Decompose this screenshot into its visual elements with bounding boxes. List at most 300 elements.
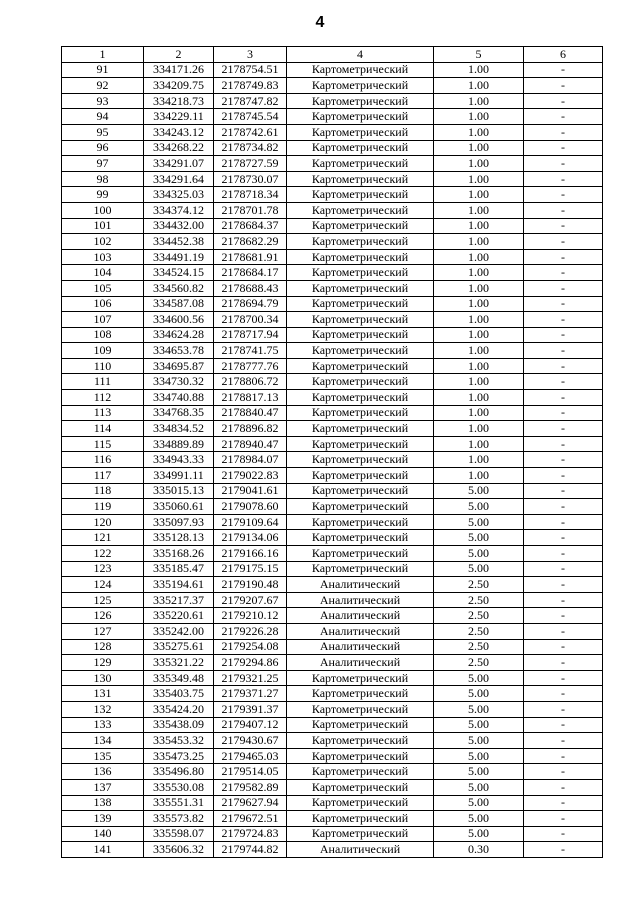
table-cell: 141 [62,842,144,858]
table-cell: - [524,514,603,530]
table-row [62,468,603,484]
table-row [62,312,603,328]
table-cell: Картометрический [287,78,434,94]
table-cell: 2179407.12 [214,717,287,733]
table-cell: Картометрический [287,405,434,421]
table-cell: 334209.75 [144,78,214,94]
table-cell: Аналитический [287,592,434,608]
table-cell: 112 [62,390,144,406]
table-cell: 133 [62,717,144,733]
table-cell: Картометрический [287,343,434,359]
table-cell: Картометрический [287,358,434,374]
table-cell: - [524,577,603,593]
table-cell: - [524,358,603,374]
table-cell: 2178700.34 [214,312,287,328]
table-cell: - [524,701,603,717]
table-cell: 2.50 [434,577,524,593]
table-row [62,171,603,187]
table-cell: 1.00 [434,234,524,250]
table-cell: Картометрический [287,62,434,78]
table-cell: 138 [62,795,144,811]
table-cell: 127 [62,623,144,639]
table-cell: - [524,78,603,94]
table-cell: 134 [62,733,144,749]
table-cell: - [524,468,603,484]
table-cell: 5.00 [434,811,524,827]
table-cell: 2178684.37 [214,218,287,234]
table-cell: 2179627.94 [214,795,287,811]
table-cell: 334768.35 [144,405,214,421]
table-row [62,546,603,562]
table-cell: 101 [62,218,144,234]
table-cell: 2179294.86 [214,655,287,671]
table-cell: Картометрический [287,93,434,109]
table-row [62,156,603,172]
table-cell: 5.00 [434,826,524,842]
table-cell: 1.00 [434,265,524,281]
table-row [62,202,603,218]
table-cell: 2178718.34 [214,187,287,203]
table-cell: 2179321.25 [214,670,287,686]
table-cell: Картометрический [287,374,434,390]
table-cell: 2179254.08 [214,639,287,655]
table-cell: 5.00 [434,546,524,562]
table-cell: - [524,109,603,125]
table-cell: 334291.64 [144,171,214,187]
table-cell: 335496.80 [144,764,214,780]
table-cell: - [524,312,603,328]
table-cell: 1.00 [434,124,524,140]
table-cell: 122 [62,546,144,562]
table-cell: 2.50 [434,655,524,671]
table-cell: 1.00 [434,218,524,234]
table-cell: Аналитический [287,655,434,671]
table-cell: 334653.78 [144,343,214,359]
table-cell: 334218.73 [144,93,214,109]
table-body [62,62,603,857]
table-cell: 1.00 [434,140,524,156]
table-cell: 334491.19 [144,249,214,265]
table-cell: 335453.32 [144,733,214,749]
table-cell: - [524,826,603,842]
table-row [62,733,603,749]
table-cell: 5.00 [434,530,524,546]
table-cell: 335015.13 [144,483,214,499]
table-cell: 334524.15 [144,265,214,281]
table-cell: 2179022.83 [214,468,287,484]
table-cell: 1.00 [434,156,524,172]
table-cell: 128 [62,639,144,655]
table-cell: 110 [62,358,144,374]
table-cell: 5.00 [434,764,524,780]
table-header [62,47,603,63]
table-cell: - [524,327,603,343]
table-cell: 2178741.75 [214,343,287,359]
table-cell: 2179582.89 [214,779,287,795]
table-cell: Картометрический [287,686,434,702]
table-cell: Картометрический [287,327,434,343]
page-number: 4 [315,14,325,31]
table-cell: 2178688.43 [214,280,287,296]
table-cell: 334695.87 [144,358,214,374]
table-cell: - [524,265,603,281]
table-cell: - [524,421,603,437]
table-cell: - [524,842,603,858]
table-cell: Картометрический [287,265,434,281]
table-row [62,811,603,827]
table-cell: 108 [62,327,144,343]
table-row [62,483,603,499]
table-cell: 335242.00 [144,623,214,639]
table-cell: 106 [62,296,144,312]
table-cell: - [524,156,603,172]
table-cell: - [524,561,603,577]
table-cell: 335473.25 [144,748,214,764]
table-cell: 100 [62,202,144,218]
table-cell: 116 [62,452,144,468]
table-cell: - [524,795,603,811]
table-cell: 2.50 [434,608,524,624]
table-cell: 5.00 [434,499,524,515]
table-cell: - [524,234,603,250]
table-cell: Картометрический [287,779,434,795]
table-cell: 334560.82 [144,280,214,296]
table-cell: Картометрический [287,280,434,296]
table-cell: 2178896.82 [214,421,287,437]
table-cell: Картометрический [287,733,434,749]
table-cell: - [524,779,603,795]
table-row [62,670,603,686]
coordinates-table [61,46,603,858]
table-row [62,686,603,702]
table-cell: 102 [62,234,144,250]
table-cell: Картометрический [287,748,434,764]
table-cell: 335060.61 [144,499,214,515]
table-cell: 103 [62,249,144,265]
table-cell: - [524,623,603,639]
table-row [62,717,603,733]
table-cell: 335598.07 [144,826,214,842]
table-row [62,826,603,842]
table-cell: - [524,343,603,359]
table-cell: 117 [62,468,144,484]
table-row [62,577,603,593]
table-cell: 96 [62,140,144,156]
table-cell: Картометрический [287,296,434,312]
table-cell: 335606.32 [144,842,214,858]
table-cell: 2178777.76 [214,358,287,374]
table-cell: 2178727.59 [214,156,287,172]
table-cell: 91 [62,62,144,78]
table-cell: 119 [62,499,144,515]
table-cell: 1.00 [434,280,524,296]
header-cell: 5 [434,47,524,63]
table-cell: 334229.11 [144,109,214,125]
table-cell: 2179109.64 [214,514,287,530]
table-cell: - [524,499,603,515]
table-cell: 120 [62,514,144,530]
table-cell: - [524,187,603,203]
table-cell: Картометрический [287,390,434,406]
table-cell: 93 [62,93,144,109]
table-cell: 1.00 [434,421,524,437]
table-cell: 2178742.61 [214,124,287,140]
table-cell: 2.50 [434,623,524,639]
table-cell: Картометрический [287,499,434,515]
table-row [62,124,603,140]
table-cell: 5.00 [434,701,524,717]
table-cell: 98 [62,171,144,187]
table-cell: - [524,218,603,234]
table-cell: - [524,764,603,780]
table-cell: 335424.20 [144,701,214,717]
table-cell: - [524,202,603,218]
table-cell: 118 [62,483,144,499]
header-cell: 6 [524,47,603,63]
table-cell: 1.00 [434,296,524,312]
table-cell: 2179175.15 [214,561,287,577]
table-cell: - [524,530,603,546]
table-cell: 2178806.72 [214,374,287,390]
table-cell: 1.00 [434,468,524,484]
table-cell: 2179166.16 [214,546,287,562]
table-cell: 2178749.83 [214,78,287,94]
table-cell: 334374.12 [144,202,214,218]
table-cell: - [524,686,603,702]
table-row [62,390,603,406]
table-row [62,530,603,546]
table-cell: Картометрический [287,483,434,499]
table-cell: Картометрический [287,249,434,265]
table-cell: 1.00 [434,358,524,374]
table-row [62,639,603,655]
table-row [62,93,603,109]
table-cell: 2179210.12 [214,608,287,624]
table-cell: 1.00 [434,62,524,78]
table-cell: 2179226.28 [214,623,287,639]
table-cell: 335349.48 [144,670,214,686]
table-row [62,358,603,374]
table-cell: Картометрический [287,514,434,530]
table-cell: 1.00 [434,343,524,359]
table-cell: Аналитический [287,639,434,655]
table-cell: 129 [62,655,144,671]
header-cell: 1 [62,47,144,63]
table-cell: 2178745.54 [214,109,287,125]
table-cell: 334268.22 [144,140,214,156]
table-cell: 334730.32 [144,374,214,390]
table-cell: 114 [62,421,144,437]
table-row [62,779,603,795]
table-cell: 335530.08 [144,779,214,795]
table-cell: - [524,655,603,671]
table-cell: - [524,483,603,499]
table-row [62,374,603,390]
table-cell: Картометрический [287,234,434,250]
table-cell: Картометрический [287,202,434,218]
table-cell: Картометрический [287,421,434,437]
table-cell: 105 [62,280,144,296]
table-cell: 2178817.13 [214,390,287,406]
table-row [62,499,603,515]
table-cell: 104 [62,265,144,281]
header-cell: 4 [287,47,434,63]
table-row [62,249,603,265]
table-cell: 334991.11 [144,468,214,484]
table-cell: 2178734.82 [214,140,287,156]
table-cell: 334243.12 [144,124,214,140]
table-cell: 99 [62,187,144,203]
table-cell: 2179672.51 [214,811,287,827]
table-cell: 130 [62,670,144,686]
table-row [62,218,603,234]
table-cell: 1.00 [434,249,524,265]
table-cell: 2179465.03 [214,748,287,764]
table-cell: 2178840.47 [214,405,287,421]
table-cell: Аналитический [287,577,434,593]
table-cell: - [524,608,603,624]
table-cell: 1.00 [434,374,524,390]
header-cell: 3 [214,47,287,63]
table-cell: 132 [62,701,144,717]
table-cell: 5.00 [434,748,524,764]
table-row [62,623,603,639]
table-cell: 2179371.27 [214,686,287,702]
table-row [62,280,603,296]
table-cell: 131 [62,686,144,702]
table-cell: 5.00 [434,717,524,733]
table-cell: 1.00 [434,312,524,328]
table-cell: 334834.52 [144,421,214,437]
table-cell: 335551.31 [144,795,214,811]
table-cell: 113 [62,405,144,421]
table-cell: - [524,140,603,156]
table-cell: 2178984.07 [214,452,287,468]
table-cell: 2178747.82 [214,93,287,109]
table-cell: 125 [62,592,144,608]
table-row [62,234,603,250]
table-cell: 136 [62,764,144,780]
table-cell: 335321.22 [144,655,214,671]
table-row [62,452,603,468]
table-row [62,592,603,608]
table-row [62,561,603,577]
table-cell: Картометрический [287,546,434,562]
table-cell: 2179134.06 [214,530,287,546]
table-cell: 2178682.29 [214,234,287,250]
table-cell: 335403.75 [144,686,214,702]
table-cell: 335220.61 [144,608,214,624]
table-cell: 335128.13 [144,530,214,546]
table-cell: 2179514.05 [214,764,287,780]
table-cell: 0.30 [434,842,524,858]
table-cell: 1.00 [434,78,524,94]
table-cell: - [524,436,603,452]
table-cell: 97 [62,156,144,172]
table-cell: - [524,670,603,686]
table-cell: 2179207.67 [214,592,287,608]
table-cell: - [524,717,603,733]
table-cell: Картометрический [287,156,434,172]
table-row [62,78,603,94]
table-cell: - [524,296,603,312]
table-cell: 115 [62,436,144,452]
table-cell: - [524,733,603,749]
table-row [62,265,603,281]
table-cell: 5.00 [434,561,524,577]
table-cell: Картометрический [287,811,434,827]
table-cell: 2179078.60 [214,499,287,515]
table-cell: - [524,592,603,608]
table-row [62,109,603,125]
table-row [62,701,603,717]
table-cell: 335185.47 [144,561,214,577]
table-row [62,421,603,437]
table-cell: 2179744.82 [214,842,287,858]
table-cell: 5.00 [434,483,524,499]
table-cell: Картометрический [287,561,434,577]
table-cell: Картометрический [287,764,434,780]
table-cell: Картометрический [287,109,434,125]
table-cell: - [524,390,603,406]
table-cell: 1.00 [434,93,524,109]
table-row [62,764,603,780]
table-cell: Картометрический [287,717,434,733]
table-cell: Картометрический [287,436,434,452]
table-cell: 334291.07 [144,156,214,172]
table-cell: 2179724.83 [214,826,287,842]
table-cell: 335168.26 [144,546,214,562]
table-cell: - [524,93,603,109]
table-cell: Картометрический [287,140,434,156]
table-cell: 5.00 [434,670,524,686]
table-cell: 2178701.78 [214,202,287,218]
table-cell: 334452.38 [144,234,214,250]
table-cell: Картометрический [287,452,434,468]
table-cell: - [524,124,603,140]
table-cell: 335217.37 [144,592,214,608]
table-cell: 1.00 [434,109,524,125]
table-cell: 109 [62,343,144,359]
table-row [62,436,603,452]
table-cell: 121 [62,530,144,546]
table-cell: 5.00 [434,733,524,749]
table-cell: 95 [62,124,144,140]
table-cell: 334171.26 [144,62,214,78]
table-cell: 2178730.07 [214,171,287,187]
table-cell: 5.00 [434,514,524,530]
table-cell: 1.00 [434,436,524,452]
table-cell: Картометрический [287,218,434,234]
table-cell: 139 [62,811,144,827]
table-row [62,327,603,343]
table-cell: - [524,374,603,390]
table-cell: - [524,748,603,764]
table-row [62,748,603,764]
table-row [62,187,603,203]
table-row [62,608,603,624]
table-cell: 334587.08 [144,296,214,312]
table-cell: 2.50 [434,639,524,655]
table-cell: 140 [62,826,144,842]
table-cell: 137 [62,779,144,795]
table-cell: 1.00 [434,187,524,203]
table-cell: 334889.89 [144,436,214,452]
table-cell: 1.00 [434,390,524,406]
table-cell: 334432.00 [144,218,214,234]
table-cell: 135 [62,748,144,764]
table-cell: Картометрический [287,670,434,686]
